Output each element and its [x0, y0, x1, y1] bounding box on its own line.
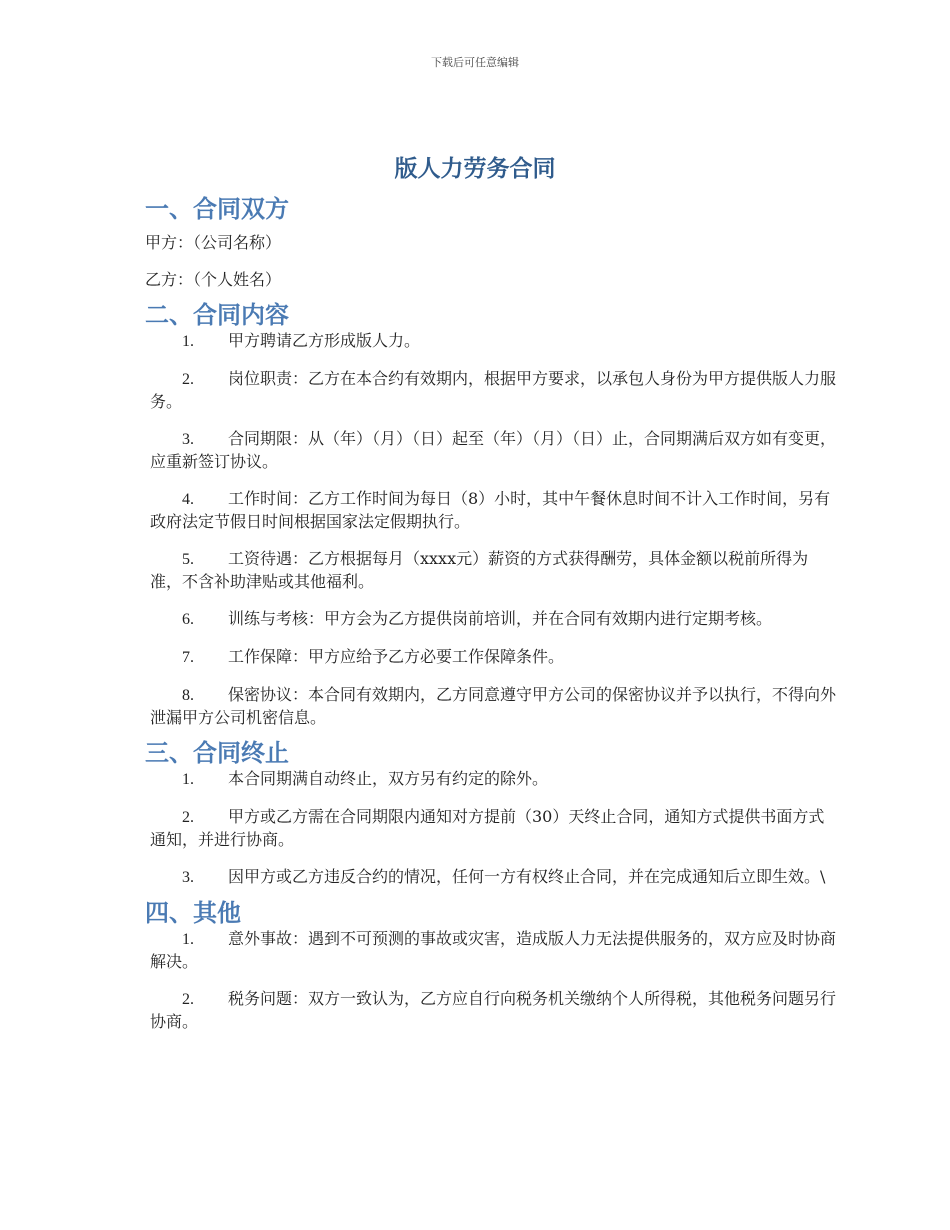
list-item — [145, 548, 840, 593]
list-item — [145, 428, 840, 473]
header-note: 下载后可任意编辑 — [431, 56, 519, 69]
list-item — [145, 768, 840, 791]
section-heading-other: 四、其他 — [145, 899, 241, 927]
item-text: 训练与考核：甲方会为乙方提供岗前培训，并在合同有效期内进行定期考核。 — [228, 609, 773, 628]
item-number: 2. — [182, 371, 194, 388]
list-item — [145, 806, 840, 851]
item-text: 保密协议：本合同有效期内，乙方同意遵守甲方公司的保密协议并予以执行，不得向外泄漏甲方公司机密信息。 — [150, 685, 837, 727]
list-item — [145, 866, 840, 889]
list-item — [145, 684, 840, 729]
item-text: 本合同期满自动终止，双方另有约定的除外。 — [228, 769, 549, 788]
item-text: 税务问题：双方一致认为，乙方应自行向税务机关缴纳个人所得税，其他税务问题另行协商。 — [150, 989, 837, 1031]
item-text: 合同期限：从（年）（月）（日）起至（年）（月）（日）止，合同期满后双方如有变更，应重新签订协议。 — [150, 429, 837, 471]
list-item — [145, 488, 840, 533]
item-number: 5. — [182, 551, 194, 568]
item-number: 4. — [182, 491, 194, 508]
item-text: 因甲方或乙方违反合约的情况，任何一方有权终止合同，并在完成通知后立即生效。\ — [228, 867, 826, 886]
item-number: 1. — [182, 771, 194, 788]
list-item — [145, 646, 840, 669]
item-text: 工作时间：乙方工作时间为每日（8）小时，其中午餐休息时间不计入工作时间，另有政府法定节假日时间根据国家法定假期执行。 — [150, 489, 831, 531]
item-text: 甲方或乙方需在合同期限内通知对方提前（30）天终止合同，通知方式提供书面方式通知，并进行协商。 — [150, 807, 825, 849]
item-number: 2. — [182, 991, 194, 1008]
item-text: 甲方聘请乙方形成版人力。 — [228, 331, 421, 350]
section-heading-parties: 一、合同双方 — [145, 195, 289, 223]
list-item — [145, 928, 840, 973]
item-text: 岗位职责：乙方在本合约有效期内，根据甲方要求，以承包人身份为甲方提供版人力服务。 — [150, 369, 837, 411]
item-number: 1. — [182, 931, 194, 948]
item-number: 3. — [182, 869, 194, 886]
party-a: 甲方：（公司名称） — [145, 233, 282, 252]
item-number: 1. — [182, 333, 194, 350]
item-number: 2. — [182, 809, 194, 826]
party-b: 乙方：（个人姓名） — [145, 270, 282, 289]
item-text: 意外事故：遇到不可预测的事故或灾害，造成版人力无法提供服务的，双方应及时协商解决。 — [150, 929, 837, 971]
item-number: 3. — [182, 431, 194, 448]
list-item — [145, 330, 840, 353]
item-text: 工作保障：甲方应给予乙方必要工作保障条件。 — [228, 647, 565, 666]
document-title: 版人力劳务合同 — [394, 156, 556, 182]
section-heading-termination: 三、合同终止 — [145, 739, 289, 767]
item-number: 8. — [182, 687, 194, 704]
item-text: 工资待遇：乙方根据每月（xxxx元）薪资的方式获得酬劳，具体金额以税前所得为准，不含补助津贴或其他福利。 — [150, 549, 809, 591]
section-heading-content: 二、合同内容 — [145, 301, 289, 329]
item-number: 7. — [182, 649, 194, 666]
item-number: 6. — [182, 611, 194, 628]
list-item — [145, 608, 840, 631]
list-item — [145, 988, 840, 1033]
document-body — [145, 194, 840, 1048]
list-item — [145, 368, 840, 413]
